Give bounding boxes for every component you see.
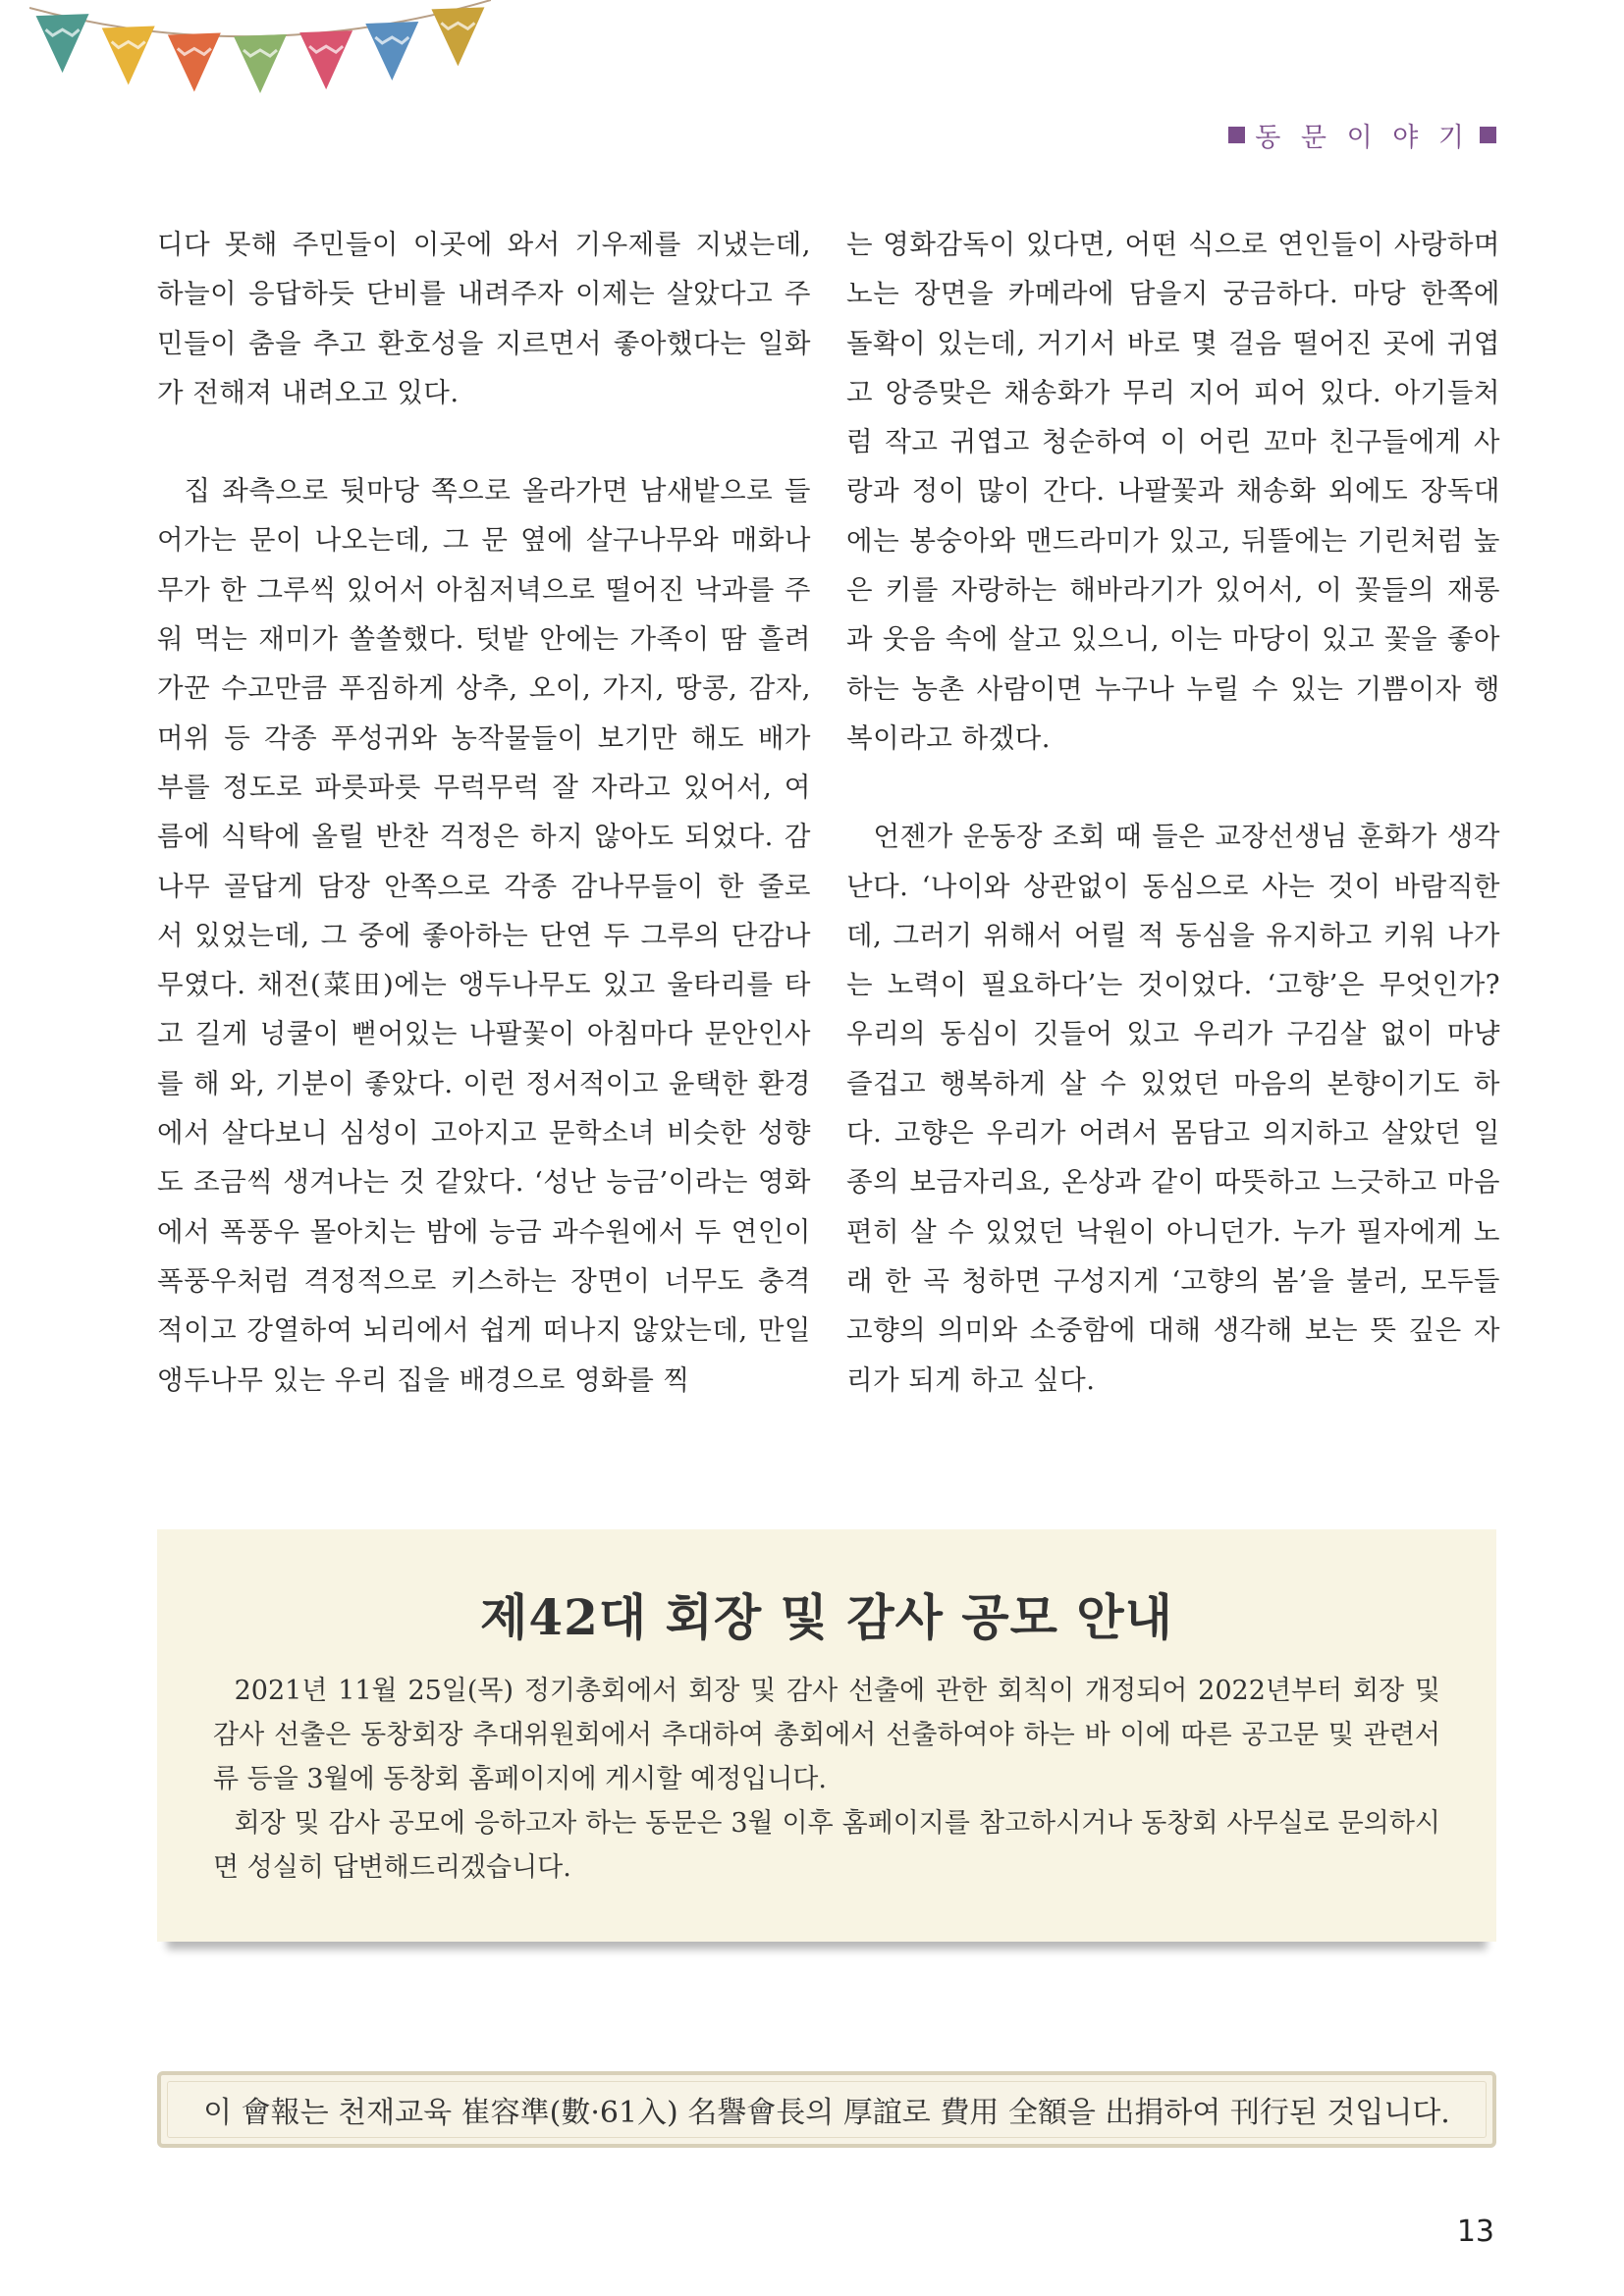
bunting-decoration: [29, 0, 491, 128]
bunting-flag: [234, 34, 287, 93]
article-paragraph: 언젠가 운동장 조회 때 들은 교장선생님 훈화가 생각난다. ‘나이와 상관없이 동심으로 사는 것이 바람직한데, 그러기 위해서 어릴 적 동심을 유지하고 키워 나가는 노력이 필요하다’는 것이었다. ‘고향’은 무엇인가? 우리의 동심이 깃들어 있고 우리가 구김살 없이 마냥 즐겁고 행복하게 살 수 있었던 마음의 본향이기도 하다. 고향은 우리가 어려서 몸담고 의지하고 살았던 일종의 보금자리요, 온상과 같이 따뜻하고 느긋하고 마음 편히 살 수 있었던 낙원이 아니던가. 누가 필자에게 노래 한 곡 청하면 구성지게 ‘고향의 봄’을 불러, 모두들 고향의 의미와 소중함에 대해 생각해 보는 뜻 깊은 자리가 되게 하고 싶다.: [846, 821, 1500, 1396]
bunting-flag: [102, 27, 155, 85]
notice-title: 제42대 회장 및 감사 공모 안내: [480, 1588, 1173, 1646]
article-right-column: [846, 220, 1500, 1405]
bunting-flag: [365, 22, 418, 80]
article-paragraph: 디다 못해 주민들이 이곳에 와서 기우제를 지냈는데, 하늘이 응답하듯 단비를 내려주자 이제는 살았다고 주민들이 춤을 추고 환호성을 지르면서 좋아했다는 일화가 전해져 내려오고 있다.: [157, 229, 811, 408]
page-number: 13: [1456, 2215, 1494, 2249]
article-paragraph: 집 좌측으로 뒷마당 쪽으로 올라가면 남새밭으로 들어가는 문이 나오는데, 그 문 옆에 살구나무와 매화나무가 한 그루씩 있어서 아침저녁으로 떨어진 낙과를 주워 먹는 재미가 쏠쏠했다. 텃밭 안에는 가족이 땀 흘려 가꾼 수고만큼 푸짐하게 상추, 오이, 가지, 땅콩, 감자, 머위 등 각종 푸성귀와 농작물들이 보기만 해도 배가 부를 정도로 파릇파릇 무럭무럭 잘 자라고 있어서, 여름에 식탁에 올릴 반찬 걱정은 하지 않아도 되었다. 감나무 골답게 담장 안쪽으로 각종 감나무들이 한 줄로 서 있었는데, 그 중에 좋아하는 단연 두 그루의 단감나무였다. 채전(菜田)에는 앵두나무도 있고 울타리를 타고 길게 넝쿨이 뻗어있는 나팔꽃이 아침마다 문안인사를 해 와, 기분이 좋았다. 이런 정서적이고 윤택한 환경에서 살다보니 심성이 고아지고 문학소녀 비슷한 성향도 조금씩 생겨나는 것 같았다. ‘성난 능금’이라는 영화에서 폭풍우 몰아치는 밤에 능금 과수원에서 두 연인이 폭풍우처럼 격정적으로 키스하는 장면이 너무도 충격적이고 강열하여 뇌리에서 쉽게 떠나지 않았는데, 만일 앵두나무 있는 우리 집을 배경으로 영화를 찍: [157, 475, 811, 1396]
article-left-column: [157, 220, 811, 1405]
square-bullet-icon: [1228, 127, 1245, 143]
notice-paragraph: 회장 및 감사 공모에 응하고자 하는 동문은 3월 이후 홈페이지를 참고하시거나 동창회 사무실로 문의하시면 성실히 답변해드리겠습니다.: [213, 1808, 1440, 1883]
square-bullet-icon: [1480, 127, 1496, 143]
section-title: 동 문 이 야 기: [1255, 123, 1470, 153]
bunting-flag: [299, 30, 352, 89]
bunting-flag: [36, 14, 89, 73]
notice-body: [213, 1669, 1440, 1890]
sponsor-credit-box: [157, 2071, 1496, 2148]
bunting-flag: [431, 7, 484, 66]
sponsor-credit-text: 이 會報는 천재교육 崔容準(數·61入) 名譽會長의 厚誼로 費用 全額을 出捐하여 刊行된 것입니다.: [203, 2096, 1450, 2130]
article-paragraph: 는 영화감독이 있다면, 어떤 식으로 연인들이 사랑하며 노는 장면을 카메라에 담을지 궁금하다. 마당 한쪽에 돌확이 있는데, 거기서 바로 몇 걸음 떨어진 곳에 귀엽고 앙증맞은 채송화가 무리 지어 피어 있다. 아기들처럼 작고 귀엽고 청순하여 이 어린 꼬마 친구들에게 사랑과 정이 많이 간다. 나팔꽃과 채송화 외에도 장독대에는 봉숭아와 맨드라미가 있고, 뒤뜰에는 기린처럼 높은 키를 자랑하는 해바라기가 있어서, 이 꽃들의 재롱과 웃음 속에 살고 있으니, 이는 마당이 있고 꽃을 좋아하는 농촌 사람이면 누구나 누릴 수 있는 기쁨이자 행복이라고 하겠다.: [846, 229, 1500, 754]
bunting-flag: [168, 32, 221, 91]
notice-paragraph: 2021년 11월 25일(목) 정기총회에서 회장 및 감사 선출에 관한 회칙이 개정되어 2022년부터 회장 및 감사 선출은 동창회장 추대위원회에서 추대하여 총회에서 선출하여야 하는 바 이에 따른 공고문 및 관련서류 등을 3월에 동창회 홈페이지에 게시할 예정입니다.: [213, 1676, 1440, 1794]
section-header: [1228, 116, 1496, 154]
notice-box: [157, 1529, 1496, 1942]
